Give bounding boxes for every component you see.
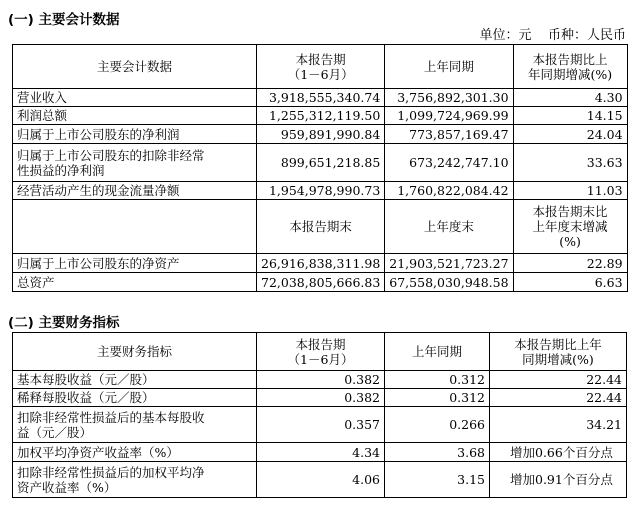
- subheader-prior: 上年度末: [385, 200, 513, 254]
- row-current: 959,891,990.84: [257, 125, 385, 144]
- table-row: [13, 89, 628, 107]
- row-label: 稀释每股收益（元／股）: [13, 389, 257, 407]
- row-current: 4.06: [257, 462, 385, 498]
- row-change: 22.44: [490, 389, 627, 407]
- row-label: 利润总额: [13, 107, 257, 125]
- header-item: 主要财务指标: [13, 333, 257, 371]
- row-label: 扣除非经常性损益后的加权平均净 资产收益率（%）: [13, 462, 257, 498]
- row-prior: 3.15: [385, 462, 490, 498]
- row-change: 11.03: [513, 182, 627, 200]
- subheader-current: 本报告期末: [257, 200, 385, 254]
- row-label: 归属于上市公司股东的净利润: [13, 125, 257, 144]
- header-change: 本报告期比上年 同期增减(%): [490, 333, 627, 371]
- table-row: [13, 107, 628, 125]
- row-change: 14.15: [513, 107, 627, 125]
- row-label: 总资产: [13, 273, 257, 292]
- table-row: [13, 371, 627, 389]
- currency-label: 币种：人民币: [547, 28, 626, 43]
- unit-currency-line: [479, 24, 626, 43]
- header-current: 本报告期 （1－6月）: [257, 333, 385, 371]
- table-row: [13, 144, 628, 182]
- table-row: [13, 389, 627, 407]
- accounting-data-table: [12, 44, 628, 292]
- header-prior: 上年同期: [385, 45, 513, 89]
- table-row: [13, 125, 628, 144]
- row-change: 22.89: [513, 254, 627, 273]
- row-label: 基本每股收益（元／股）: [13, 371, 257, 389]
- row-current: 0.382: [257, 389, 385, 407]
- row-current: 72,038,805,666.83: [257, 273, 385, 292]
- unit-label: 单位：元: [479, 28, 532, 43]
- row-current: 899,651,218.85: [257, 144, 385, 182]
- row-prior: 3.68: [385, 443, 490, 462]
- row-change: 增加0.91个百分点: [490, 462, 627, 498]
- table-row: [13, 182, 628, 200]
- section2-title: (二) 主要财务指标: [8, 315, 120, 331]
- financial-indicators-table: [12, 332, 627, 498]
- section1-title: (一) 主要会计数据: [8, 12, 120, 28]
- header-current: 本报告期 （1－6月）: [257, 45, 385, 89]
- row-current: 1,255,312,119.50: [257, 107, 385, 125]
- table-row: [13, 407, 627, 443]
- row-prior: 1,760,822,084.42: [385, 182, 513, 200]
- row-prior: 0.312: [385, 389, 490, 407]
- row-label: 加权平均净资产收益率（%）: [13, 443, 257, 462]
- row-label: 归属于上市公司股东的扣除非经常 性损益的净利润: [13, 144, 257, 182]
- row-current: 0.357: [257, 407, 385, 443]
- subheader-blank: [13, 200, 257, 254]
- row-prior: 67,558,030,948.58: [385, 273, 513, 292]
- table-row: [13, 443, 627, 462]
- row-current: 1,954,978,990.73: [257, 182, 385, 200]
- row-prior: 673,242,747.10: [385, 144, 513, 182]
- row-change: 22.44: [490, 371, 627, 389]
- table-row: [13, 273, 628, 292]
- table-header-row: [13, 333, 627, 371]
- row-prior: 0.312: [385, 371, 490, 389]
- row-prior: 1,099,724,969.99: [385, 107, 513, 125]
- table-header-row: [13, 45, 628, 89]
- table-subheader-row: [13, 200, 628, 254]
- row-prior: 3,756,892,301.30: [385, 89, 513, 107]
- row-current: 4.34: [257, 443, 385, 462]
- row-change: 4.30: [513, 89, 627, 107]
- row-current: 26,916,838,311.98: [257, 254, 385, 273]
- row-change: 33.63: [513, 144, 627, 182]
- row-change: 34.21: [490, 407, 627, 443]
- row-prior: 773,857,169.47: [385, 125, 513, 144]
- header-change: 本报告期比上 年同期增减(%): [513, 45, 627, 89]
- row-label: 扣除非经常性损益后的基本每股收 益（元／股）: [13, 407, 257, 443]
- row-label: 经营活动产生的现金流量净额: [13, 182, 257, 200]
- row-label: 营业收入: [13, 89, 257, 107]
- header-item: 主要会计数据: [13, 45, 257, 89]
- row-change: 增加0.66个百分点: [490, 443, 627, 462]
- table-row: [13, 254, 628, 273]
- row-current: 3,918,555,340.74: [257, 89, 385, 107]
- row-change: 24.04: [513, 125, 627, 144]
- subheader-change: 本报告期末比 上年度末增减 (%): [513, 200, 627, 254]
- header-prior: 上年同期: [385, 333, 490, 371]
- row-prior: 0.266: [385, 407, 490, 443]
- table-row: [13, 462, 627, 498]
- row-label: 归属于上市公司股东的净资产: [13, 254, 257, 273]
- row-prior: 21,903,521,723.27: [385, 254, 513, 273]
- row-current: 0.382: [257, 371, 385, 389]
- row-change: 6.63: [513, 273, 627, 292]
